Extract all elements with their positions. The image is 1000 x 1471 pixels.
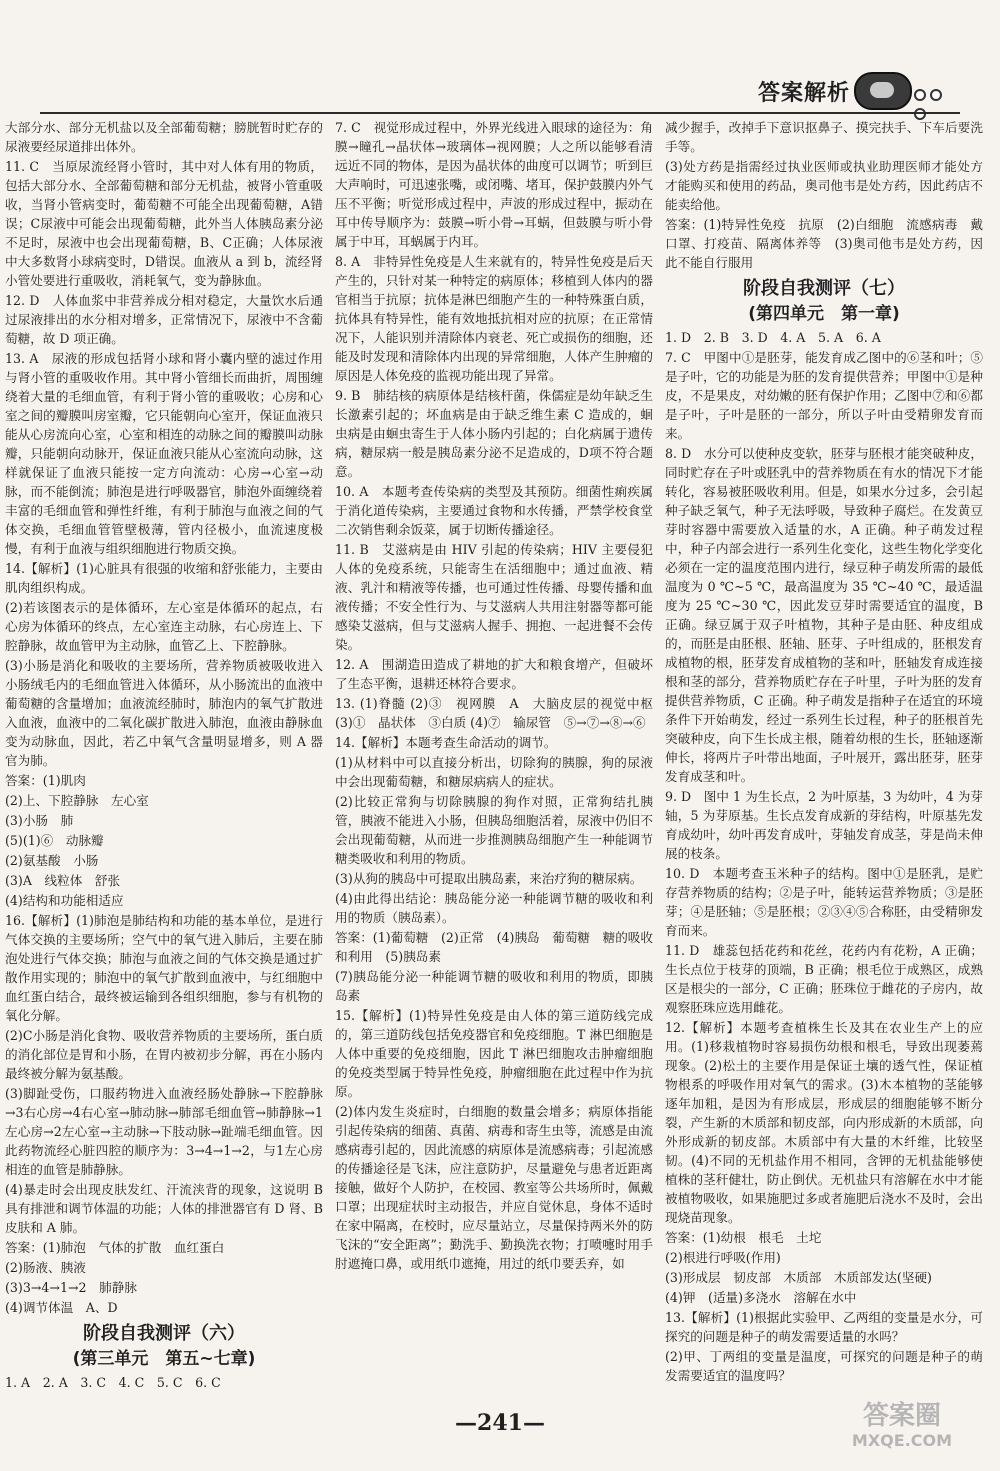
column-right	[665, 118, 983, 1408]
watermark-mark: 答案圈	[862, 1401, 941, 1431]
answer-paragraph: (3)从狗的胰岛中可提取出胰岛素，来治疗狗的糖尿病。	[335, 871, 643, 886]
answer-paragraph: 15.【解析】(1)特异性免疫是由人体的第三道防线完成的，第三道防线包括免疫器官和免疫细胞。T 淋巴细胞是人体中重要的免疫细胞，因此 T 淋巴细胞攻击肿瘤细胞的免疫类型属于特异性免疫，肿瘤细胞在此过程中作为抗原。	[335, 1008, 653, 1099]
answer-paragraph: (3)形成层 韧皮部 木质部 木质部发达(坚硬)	[665, 1270, 932, 1285]
answer-paragraph: (2)根进行呼吸(作用)	[665, 1250, 781, 1265]
answer-paragraph: (2)氨基酸 小肠	[5, 853, 99, 868]
page-number: —241—	[455, 1410, 545, 1436]
answer-paragraph: (2)若该图表示的是体循环，左心室是体循环的起点，右心房为体循环的终点，左心室连主动脉，右心房连上、下腔静脉，故血管甲为主动脉，血管乙上、下腔静脉。	[5, 600, 323, 653]
answer-paragraph: (4)调节体温 A、D	[5, 1300, 118, 1315]
answer-paragraph: (2)体内发生炎症时，白细胞的数量会增多；病原体指能引起传染病的细菌、真菌、病毒和寄生虫等，流感是由流感病毒引起的，因此流感的病原体是流感病毒；引起流感的传播途径是飞沫，应注意防护，尽量避免与患者近距离接触，做好个人防护，在校园、教室等公共场所时，佩戴口罩；出现症状时主动报告，并应自觉休息，身体不适时在家中隔离，在校时，应尽量站立，尽量保持两米外的防飞沫的“安全距离”；勤洗手、勤换洗衣物；打喷嚏时用手肘遮掩口鼻，或用纸巾遮掩，用过的纸巾要丢弃，如	[335, 1104, 653, 1271]
answer-paragraph: 14.【解析】本题考查生命活动的调节。	[335, 735, 557, 750]
answer-paragraph: 7. C 视觉形成过程中，外界光线进入眼球的途径为：角膜→瞳孔→晶状体→玻璃体→视网膜；人之所以能够看清远近不同的物体，是因为晶状体的曲度可以调节；听到巨大声响时，可迅速张嘴，或闭嘴、堵耳，保护鼓膜内外气压不平衡；听觉形成过程中，声波的形成过程中，振动在耳中传导顺序为：鼓膜→听小骨→耳蜗，但鼓膜与听小骨属于中耳，耳蜗属于内耳。	[335, 120, 653, 249]
answer-paragraph: 12. D 人体血浆中非营养成分相对稳定，大量饮水后通过尿液排出的水分相对增多，正常情况下，尿液中不含葡萄糖，故 D 项正确。	[5, 293, 323, 346]
answer-paragraph: 11. D 雄蕊包括花药和花丝，花药内有花粉，A 正确；生长点位于枝芽的顶端，B 正确；根毛位于成熟区，成熟区是根尖的一部分，C 正确；胚珠位于雌花的子房内，故观察胚珠应选用雌花。	[665, 943, 983, 1015]
answer-paragraph: 13.【解析】(1)根据此实验甲、乙两组的变量是水分，可探究的问题是种子的萌发需要适量的水吗？	[665, 1310, 983, 1344]
answer-paragraph: 大部分水、部分无机盐以及全部葡萄糖；膀胱暂时贮存的尿液要经尿道排出体外。	[5, 120, 323, 154]
section-title: 阶段自我测评（七）	[743, 278, 905, 299]
answer-paragraph: (3)脚趾受伤，口服药物进入血液经肠处静脉→下腔静脉→3右心房→4右心室→肺动脉→肺部毛细血管→肺静脉→1左心房→2左心室→主动脉→下肢动脉→趾端毛细血管。因此药物流经心脏四腔的顺序为：3→4→1→2，与1左心房相连的血管是肺静脉。	[5, 1086, 323, 1177]
answer-paragraph: 8. A 非特异性免疫是人生来就有的，特异性免疫是后天产生的，只针对某一种特定的病原体；移植到人体内的器官相当于抗原；抗体是淋巴细胞产生的一种特殊蛋白质，抗体具有特异性，能有效地抵抗相对应的抗原；在正常情况下，人能识别并清除体内衰老、死亡或损伤的细胞，还能及时发现和清除体内出现的异常细胞，人体产生肿瘤的原因是人体免疫的监视功能出现了异常。	[335, 254, 653, 383]
answer-paragraph: 答案：(1)肌肉	[5, 773, 86, 788]
answer-paragraph: (4)暴走时会出现皮肤发红、汗流浃背的现象，这说明 B 具有排泄和调节体温的功能；人体的排泄器官有 D 肾、B 皮肤和 A 肺。	[5, 1182, 323, 1235]
answer-paragraph: (2)上、下腔静脉 左心室	[5, 793, 149, 808]
answer-paragraph: (2)肠液、胰液	[5, 1260, 86, 1275]
answer-paragraph: (2)甲、丁两组的变量是温度，可探究的问题是种子的萌发需要适宜的温度吗？	[665, 1349, 983, 1383]
watermark-url: MXQE.COM	[851, 1431, 953, 1450]
section-subtitle: (第四单元 第一章)	[748, 304, 900, 324]
answer-paragraph: 11. B 艾滋病是由 HIV 引起的传染病；HIV 主要侵犯人体的免疫系统，只能寄生在活细胞中；通过血液、精液、乳汁和精液等传播，也可通过性传播、母婴传播和血液传播；不安全性行为、与艾滋病人共用注射器等都可能感染艾滋病，但与艾滋病人握手、拥抱、一起进餐不会传染。	[335, 542, 653, 652]
page-header	[0, 0, 1000, 118]
choice-answers: 1. D 2. B 3. D 4. A 5. A 6. A	[665, 330, 881, 345]
answer-paragraph: (3)处方药是指需经过执业医师或执业助理医师才能处方才能购买和使用的药品，奥司他韦是处方药，因此药店不能卖给他。	[665, 159, 983, 212]
answer-paragraph: 答案：(1)特异性免疫 抗原 (2)白细胞 流感病毒 戴口罩、打疫苗、隔离体养等 (3)奥司他韦是处方药，因此不能自行服用	[665, 217, 983, 270]
answer-paragraph: 13. A 尿液的形成包括肾小球和肾小囊内壁的滤过作用与肾小管的重吸收作用。其中肾小管细长而曲折，周围缠绕着大量的毛细血管，有利于肾小管的重吸收；心房和心室之间的瓣膜叫房室瓣，它只能朝向心室开，保证血液只能从心房流向心室，心室和相连的动脉之间的瓣膜叫动脉瓣，只能朝向动脉开，保证血液只能从心室流向动脉，这样就保证了血液只能按一定方向流动：心房→心室→动脉，而不能倒流；肺泡是进行呼吸器官，肺泡外面缠绕着丰富的毛细血管和弹性纤维，有利于肺泡与血液之间的气体交换，毛细血管管壁极薄，管内径极小，血流速度极慢，有利于血液与组织细胞进行物质交换。	[5, 351, 323, 556]
answer-paragraph: 11. C 当原尿流经肾小管时，其中对人体有用的物质，包括大部分水、全部葡萄糖和部分无机盐，被肾小管重吸收，当肾小管病变时，葡萄糖不可能全出现葡萄糖，A错误；C尿液中可能会出现葡萄糖，此外当人体胰岛素分泌不足时，尿液中也会出现葡萄糖，B、C正确；人体尿液中大多数肾小球病变时，D错误。血液从 a 到 b，流经肾小管处要进行重吸收，消耗氧气，变为静脉血。	[5, 159, 323, 288]
answer-paragraph: 8. D 水分可以使种皮变软，胚芽与胚根才能突破种皮，同时贮存在子叶或胚乳中的营养物质在有水的情况下才能转化，容易被胚吸收利用。但是，如果水分过多，会引起种子缺乏氧气，种子无法呼吸，导致种子腐烂。在发黄豆芽时容器中需要放入适量的水，A 正确。种子萌发过程中，种子内部会进行一系列生化变化，这些生物化学变化必须在一定的温度范围内进行，绿豆种子萌发所需的最低温度为 0 ℃~5 ℃，最高温度为 35 ℃~40 ℃，最适温度为 25 ℃~30 ℃，因此发豆芽时需要适宜的温度，B 正确。绿豆属于双子叶植物，其种子是由胚、种皮组成的，而胚是由胚根、胚轴、胚芽、子叶组成的，胚根发育成植物的根，胚芽发育成植物的茎和叶，胚轴发育成连接根和茎的部分，营养物质贮存在子叶里，子叶为胚的发育提供营养物质，C 正确。种子萌发是指种子在适宜的环境条件下开始萌发，经过一系列生长过程，种子的胚根首先突破种皮，向下生长成主根，随着幼根的生长，胚轴逐渐伸长，将两片子叶带出地面，子叶展开，露出胚芽，胚芽发育成茎和叶。	[665, 446, 983, 784]
answer-paragraph: 答案：(1)葡萄糖 (2)正常 (4)胰岛 葡萄糖 糖的吸收和利用 (5)胰岛素	[335, 930, 653, 964]
answer-paragraph: 答案：(1)肺泡 气体的扩散 血红蛋白	[5, 1240, 225, 1255]
answer-paragraph: (3)A 线粒体 舒张	[5, 873, 121, 888]
answer-paragraph: 13. (1)脊髓 (2)③ 视网膜 A 大脑皮层的视觉中枢 (3)① 晶状体 ③白质 (4)⑦ 输尿管 ⑤→⑦→⑧→⑥	[335, 696, 653, 730]
answer-paragraph: 12.【解析】本题考查植株生长及其在农业生产上的应用。(1)移栽植物时容易损伤幼根和根毛，导致出现萎蔫现象。(2)松土的主要作用是保证土壤的透气性，保证植物根系的呼吸作用对氧气的需求。(3)木本植物的茎能够逐年加粗，是因为有形成层，形成层的细胞能够不断分裂，产生新的木质部和韧皮部，向内形成新的木质部，向外形成新的韧皮部。木质部中有大量的木纤维，比较坚韧。(4)不同的无机盐作用不相同，含钾的无机盐能够使植株的茎秆健壮，防止倒伏。无机盐只有溶解在水中才能被植物吸收，如果施肥过多或者施肥后浇水不及时，会出现烧苗现象。	[665, 1020, 983, 1225]
answer-paragraph: 7. C 甲图中①是胚芽，能发育成乙图中的⑥茎和叶；⑤是子叶，它的功能是为胚的发育提供营养；甲图中①是种皮，不是果皮，对幼嫩的胚有保护作用；乙图中⑦和⑥都是子叶，子叶是胚的一部分，所以子叶由受精卵发育而来。	[665, 350, 983, 441]
answer-paragraph: 16.【解析】(1)肺泡是肺结构和功能的基本单位，是进行气体交换的主要场所；空气中的氧气进入肺后，主要在肺泡处进行气体交换；肺泡与血液之间的气体交换是通过扩散作用实现的；肺泡中的氧气扩散到血液中，与红细胞中血红蛋白结合，最终被运输到各组织细胞，参与有机物的氧化分解。	[5, 913, 323, 1023]
section-title: 阶段自我测评（六）	[83, 1323, 245, 1344]
answer-paragraph: 10. A 本题考查传染病的类型及其预防。细菌性痢疾属于消化道传染病，主要通过食物和水传播，严禁学校食堂二次销售剩余饭菜，属于切断传播途径。	[335, 484, 653, 537]
decorative-dots-icon	[914, 86, 958, 96]
answer-paragraph: 12. A 围湖造田造成了耕地的扩大和粮食增产，但破坏了生态平衡，退耕还林符合要求。	[335, 657, 653, 691]
answer-paragraph: (3)小肠 肺	[5, 813, 74, 828]
answer-paragraph: 14.【解析】(1)心脏具有很强的收缩和舒张能力，主要由肌肉组织构成。	[5, 561, 323, 595]
choice-answers: 1. A 2. A 3. C 4. C 5. C 6. C	[5, 1375, 221, 1390]
answer-paragraph: (4)结构和功能相适应	[5, 893, 124, 908]
answer-paragraph: (4)钾 (适量)多浇水 溶解在水中	[665, 1290, 857, 1305]
answer-paragraph: (1)从材料中可以直接分析出，切除狗的胰腺，狗的尿液中会出现葡萄糖，和糖尿病病人的症状。	[335, 755, 653, 789]
answer-paragraph: (3)3→4→1→2 肺静脉	[5, 1280, 137, 1295]
header-divider	[40, 112, 960, 114]
answer-paragraph: (5)(1)⑥ 动脉瓣	[5, 833, 104, 848]
header-title: 答案解析	[757, 81, 850, 106]
watermark-logo	[822, 1401, 982, 1457]
answer-paragraph: (7)胰岛能分泌一种能调节糖的吸收和利用的物质，即胰岛素	[335, 969, 653, 1003]
section-subtitle: (第三单元 第五~七章)	[72, 1349, 256, 1369]
answer-paragraph: 减少握手，改掉手下意识抠鼻子、摸完扶手、下车后要洗手等。	[665, 120, 983, 154]
answer-paragraph: 10. D 本题考查玉米种子的结构。图中①是胚乳，是贮存营养物质的结构；②是子叶，能转运营养物质；③是胚芽；④是胚轴；⑤是胚根；②③④⑤合称胚，由受精卵发育而来。	[665, 866, 983, 938]
answer-paragraph: (4)由此得出结论：胰岛能分泌一种能调节糖的吸收和利用的物质（胰岛素）。	[335, 891, 653, 925]
eye-logo-icon	[854, 72, 912, 110]
column-middle	[335, 118, 653, 1408]
answer-paragraph: (3)小肠是消化和吸收的主要场所，营养物质被吸收进入小肠绒毛内的毛细血管进入体循环，从小肠流出的血液中葡萄糖的含量增加；血液流经肺时，肺泡内的氧气扩散进入血液，血液中的二氧化碳扩散进入肺泡，血液由静脉血变为动脉血，因此，若乙中氧气含量明显增多，则 A 器官为肺。	[5, 658, 323, 768]
answer-paragraph: (2)C小肠是消化食物、吸收营养物质的主要场所，蛋白质的消化部位是胃和小肠，在胃内被初步分解，再在小肠内最终被分解为氨基酸。	[5, 1028, 323, 1081]
answer-paragraph: 9. B 肺结核的病原体是结核杆菌，侏儒症是幼年缺乏生长激素引起的；坏血病是由于缺乏维生素 C 造成的，蛔虫病是由蛔虫寄生于人体小肠内引起的；白化病属于遗传病，糖尿病一般是胰岛素分泌不足造成的，D项不符合题意。	[335, 388, 653, 479]
answer-paragraph: 9. D 图中 1 为生长点，2 为叶原基，3 为幼叶，4 为芽轴，5 为芽原基。生长点发育成新的芽结构，叶原基先发育成幼叶，幼叶再发育成叶，芽轴发育成茎，芽是尚未伸展的枝条。	[665, 789, 983, 861]
answer-paragraph: (2)比较正常狗与切除胰腺的狗作对照，正常狗结扎胰管，胰液不能进入小肠，但胰岛细胞活着，尿液中仍旧不会出现葡萄糖，从而进一步推测胰岛细胞产生一种能调节糖类吸收和利用的物质。	[335, 794, 653, 866]
answer-paragraph: 答案：(1)幼根 根毛 土坨	[665, 1230, 822, 1245]
column-left	[5, 118, 323, 1408]
